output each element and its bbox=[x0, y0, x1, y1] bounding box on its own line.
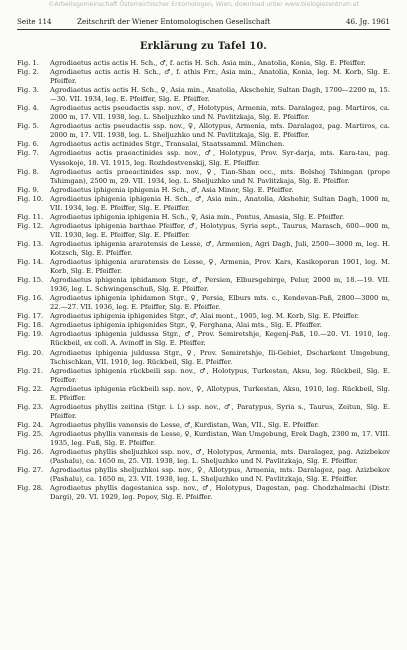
figure-label: Fig. 5. bbox=[17, 122, 39, 131]
figure-label: Fig. 1. bbox=[17, 59, 39, 67]
figure-legend-item bbox=[17, 403, 390, 421]
figure-legend-item bbox=[17, 68, 390, 86]
figure-legend-item bbox=[17, 321, 390, 330]
issue-year: 46. Jg. 1961 bbox=[345, 17, 390, 26]
figure-label: Fig. 9. bbox=[17, 185, 39, 194]
figure-caption: Agrodiaetus actis praeactinides ssp. nov., ♀, Tian-Shan occ., mts. Bolshoj Tshimgan (prope Tshimgan), 2500 m, 29. VII. 1934, leg. L. Sheljuzhko und N. Pavlitzkaja, Slg. E. Pfeiffer. bbox=[50, 167, 390, 185]
figure-legend-item bbox=[17, 430, 390, 448]
figure-caption: Agrodiaetus actis praeactinides ssp. nov., ♂, Holotypus, Prov. Syr-darja, mts. Kara-tau, pag. Vyssokoje, 18. VI. 1915, leg. Rozhdestvenskij, Slg. E. Pfeiffer. bbox=[50, 149, 390, 167]
figure-caption: Agrodiaetus iphigenia iphidamon Stgr., ♀, Persia, Elburs mts. c., Kendevan-Paß, 2800—3000 m, 22.—27. VII. 1936, leg. E. Pfeiffer, Slg. E. Pfeiffer. bbox=[50, 294, 390, 312]
figure-caption: Agrodiaetus actis actis H. Sch., ♂, f. actis H. Sch. Asia min., Anatolia, Konia, Slg. E. Pfeiffer. bbox=[50, 59, 366, 67]
figure-label: Fig. 2. bbox=[17, 68, 39, 77]
figure-legend-item bbox=[17, 140, 390, 149]
figure-label: Fig. 8. bbox=[17, 167, 39, 176]
figure-legend-list bbox=[17, 59, 390, 502]
figure-label: Fig. 17. bbox=[17, 312, 44, 321]
figure-legend-item bbox=[17, 240, 390, 258]
figure-legend-item bbox=[17, 195, 390, 213]
figure-caption: Agrodiaetus iphigenia iphigenides Stgr., ♀, Ferghana, Alai mts., Slg. E. Pfeiffer. bbox=[50, 321, 322, 330]
figure-legend-item bbox=[17, 349, 390, 367]
figure-caption: Agrodiaetus actis actinides Stgr., Transalai, Staatssamml. München. bbox=[50, 140, 285, 149]
figure-caption: Agrodiaetus phyllis sheljuzhkoi ssp. nov., ♂, Holotypus, Armenia, mts. Daralagez, pag. Azizbekov (Pashalu), ca. 1650 m, 25. VII. 1938, leg. L. Sheljuzhko und N. Pavlitzkaja, Slg. E. Pfeiffer. bbox=[50, 448, 390, 466]
figure-legend-item bbox=[17, 86, 390, 104]
figure-label: Fig. 3. bbox=[17, 86, 39, 95]
figure-caption: Agrodiaetus phyllis zeitina (Stgr. i. l.) ssp. nov., ♂, Paratypus, Syria s., Taurus, Zeitun, Slg. E. Pfeiffer. bbox=[50, 402, 390, 420]
figure-legend-item bbox=[17, 330, 390, 348]
figure-legend-item bbox=[17, 466, 390, 484]
figure-caption: Agrodiaetus iphigenia rückbeili ssp. nov., ♀, Allotypus, Turkestan, Aksu, 1910, leg. Rückbeil, Slg. E. Pfeiffer. bbox=[50, 384, 390, 402]
figure-label: Fig. 25. bbox=[17, 429, 44, 438]
figure-legend-item bbox=[17, 484, 390, 502]
figure-label: Fig. 20. bbox=[17, 348, 44, 357]
figure-caption: Agrodiaetus phyllis vanensis de Lesse, ♀, Kurdistan, Wan Umgebung, Erek Dagh, 2300 m, 17. VIII. 1935, leg. Fuß, Slg. E. Pfeiffer. bbox=[50, 429, 390, 447]
figure-legend-item bbox=[17, 213, 390, 222]
figure-caption: Agrodiaetus actis actis H. Sch., ♀, Asia min., Anatolia, Akschehir, Sultan Dagh, 1700—2200 m, 15.—30. VII. 1934, leg. E. Pfeiffer, Slg. E. Pfeiffer. bbox=[50, 86, 390, 104]
figure-legend-item bbox=[17, 104, 390, 122]
figure-caption: Agrodiaetus iphigenia iphidamon Stgr., ♂, Persien, Elbursgebirge, Pelur, 2000 m, 18.—19. VII. 1936, leg. L. Schwingenschuß, Slg. E. Pfeiffer. bbox=[50, 276, 390, 294]
figure-legend-item bbox=[17, 276, 390, 294]
figure-legend-item bbox=[17, 186, 390, 195]
figure-legend-item bbox=[17, 312, 390, 321]
figure-label: Fig. 13. bbox=[17, 239, 44, 248]
figure-label: Fig. 4. bbox=[17, 104, 39, 113]
figure-legend-item bbox=[17, 59, 390, 68]
figure-legend-item bbox=[17, 122, 390, 140]
figure-caption: Agrodiaetus iphigenia iphigenides Stgr., ♂, Alai mont., 1905, leg. M. Korb, Slg. E. Pfeiffer. bbox=[50, 312, 360, 321]
figure-caption: Agrodiaetus iphigenia araratensis de Lesse, ♀, Armenia, Prov. Kars, Kasikoporan 1901, leg. M. Korb, Slg. E. Pfeiffer. bbox=[50, 258, 390, 276]
figure-label: Fig. 23. bbox=[17, 402, 44, 411]
figure-label: Fig. 27. bbox=[17, 466, 44, 475]
figure-label: Fig. 11. bbox=[17, 212, 44, 221]
figure-label: Fig. 6. bbox=[17, 140, 39, 149]
figure-label: Fig. 21. bbox=[17, 366, 44, 375]
figure-caption: Agrodiaetus iphigenia barthae Pfeiffer, ♂, Holotypus, Syria sept., Taurus, Marasch, 600—900 m, VII. 1930, leg. E. Pfeiffer, Slg. E. Pfeiffer. bbox=[50, 221, 390, 239]
figure-caption: Agrodiaetus actis pseudactis ssp. nov., ♀, Allotypus, Armenia, mts. Daralagez, pag. Martiros, ca. 2000 m, 17. VII. 1938, leg. L. Sheljuzhko und N. Pavlitzkaja, Slg. E. Pfeiffer. bbox=[50, 122, 390, 140]
figure-caption: Agrodiaetus iphigenia juldussa Stgr., ♀, Prov. Semiretshje, Ili-Gebiet, Dscharkent Umgebung, Tschischkan, VII. 1910, leg. Rückbeil, Slg. E. Pfeiffer. bbox=[50, 348, 390, 366]
figure-label: Fig. 19. bbox=[17, 330, 44, 339]
running-header bbox=[17, 17, 390, 28]
figure-label: Fig. 18. bbox=[17, 321, 44, 330]
figure-caption: Agrodiaetus phyllis sheljuzhkoi ssp. nov., ♀, Allotypus, Armenia, mts. Daralagez, pag. Azizbekov (Pashalu), ca. 1650 m, 23. VII. 1938, leg. L. Sheljuzhko und N. Pavlitzkaja, Slg. E. Pfeiffer. bbox=[50, 466, 390, 484]
figure-legend-item bbox=[17, 294, 390, 312]
figure-caption: Agrodiaetus iphigenia araratensis de Lesse, ♂, Armenien, Agri Dagh, Juli, 2500—3000 m, leg. H. Kotzsch, Slg. E. Pfeiffer. bbox=[50, 239, 390, 257]
figure-label: Fig. 16. bbox=[17, 294, 44, 303]
figure-label: Fig. 22. bbox=[17, 384, 44, 393]
header-rule bbox=[17, 29, 390, 30]
journal-title: Zeitschrift der Wiener Entomologischen Gesellschaft bbox=[77, 17, 271, 26]
watermark-text: ©Arbeitsgemeinschaft Österreichischer Entomologen, Wien, download unter www.biologiezentrum.at bbox=[48, 1, 359, 8]
figure-label: Fig. 10. bbox=[17, 194, 44, 203]
figure-legend-item bbox=[17, 421, 390, 430]
figure-caption: Agrodiaetus iphigenia iphigenia H. Sch., ♂, Asia min., Anatolia, Akshehir, Sultan Dagh, 1000 m, VII. 1934, leg. E. Pfeiffer, Slg. E. Pfeiffer. bbox=[50, 194, 390, 212]
figure-label: Fig. 14. bbox=[17, 258, 44, 267]
figure-legend-item bbox=[17, 367, 390, 385]
figure-caption: Agrodiaetus actis actis H. Sch., ♂, f. athis Frr., Asia min., Anatolia, Konia, leg. M. Korb, Slg. E. Pfeiffer. bbox=[50, 68, 390, 86]
figure-caption: Agrodiaetus iphigenia iphigenia H. Sch., ♀, Asia min., Pontus, Amasia, Slg. E. Pfeiffer. bbox=[50, 212, 345, 221]
figure-legend-item bbox=[17, 168, 390, 186]
figure-caption: Agrodiaetus iphigenia iphigenia H. Sch., ♂, Asia Minor, Slg. E. Pfeiffer. bbox=[50, 185, 294, 194]
figure-legend-item bbox=[17, 258, 390, 276]
figure-caption: Agrodiaetus iphigenia juldussa Stgr., ♂, Prov. Semiretshje, Kegenj-Paß, 10.—20. VI. 1910, leg. Rückbeil, ex coll. A. Avinoff in Slg. E. Pfeiffer. bbox=[50, 330, 390, 348]
figure-legend-item bbox=[17, 448, 390, 466]
figure-label: Fig. 28. bbox=[17, 484, 44, 493]
figure-legend-item bbox=[17, 149, 390, 167]
figure-caption: Agrodiaetus phyllis dagestanica ssp. nov., ♂, Holotypus, Dagestan, pag. Chodzhalmachi (Distr. Dargi), 29. VI. 1929, leg. Popov, Slg. E. Pfeiffer. bbox=[50, 484, 390, 502]
figure-label: Fig. 24. bbox=[17, 420, 44, 429]
page-number: Seite 114 bbox=[17, 17, 52, 26]
page-title: Erklärung zu Tafel 10. bbox=[140, 41, 267, 52]
figure-caption: Agrodiaetus iphigenia rückbeili ssp. nov., ♂, Holotypus, Turkestan, Aksu, leg. Rückbeil, Slg. E. Pfeiffer. bbox=[50, 366, 390, 384]
figure-caption: Agrodiaetus phyllis vanensis de Lesse, ♂, Kurdistan, Wan, VII., Slg. E. Pfeiffer. bbox=[50, 420, 320, 429]
figure-label: Fig. 26. bbox=[17, 448, 44, 457]
figure-label: Fig. 12. bbox=[17, 221, 44, 230]
figure-caption: Agrodiaetus actis pseudactis ssp. nov., ♂, Holotypus, Armenia, mts. Daralagez, pag. Martiros, ca. 2000 m, 17. VII. 1938, leg. L. Sheljuzhko und N. Pavlitzkaja, Slg. E. Pfeiffer. bbox=[50, 104, 390, 122]
figure-label: Fig. 15. bbox=[17, 276, 44, 285]
figure-label: Fig. 7. bbox=[17, 149, 39, 158]
figure-legend-item bbox=[17, 385, 390, 403]
figure-legend-item bbox=[17, 222, 390, 240]
